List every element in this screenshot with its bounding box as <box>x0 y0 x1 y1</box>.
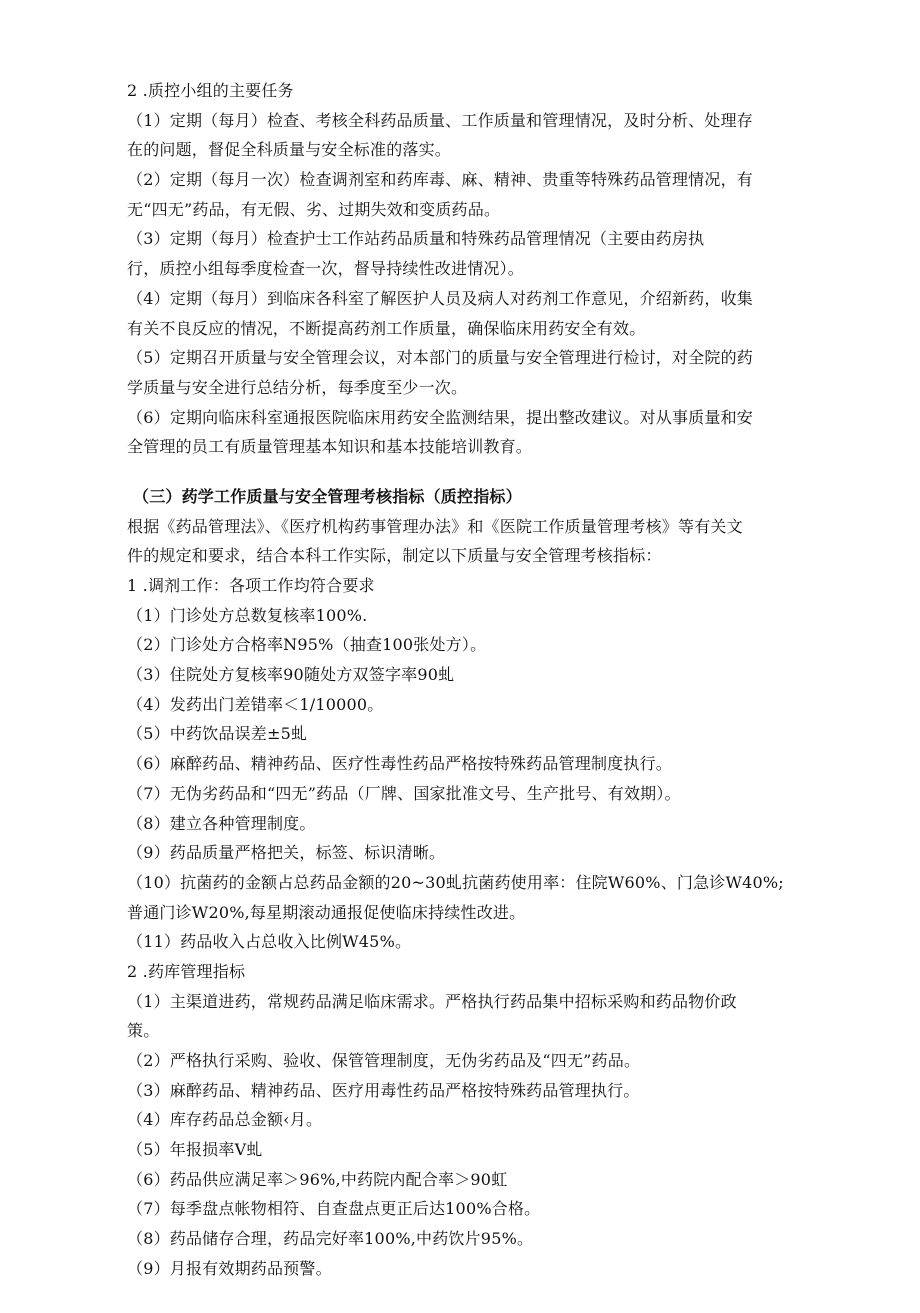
section2-line: 学质量与安全进行总结分析，每季度至少一次。 <box>127 373 792 403</box>
section2-line: （2）定期（每月一次）检查调剂室和药库毒、麻、精神、贵重等特殊药品管理情况，有 <box>127 165 792 195</box>
section2-line: （6）定期向临床科室通报医院临床用药安全监测结果，提出整改建议。对从事质量和安 <box>127 403 792 433</box>
section2-line: 行，质控小组每季度检查一次，督导持续性改进情况）。 <box>127 254 792 284</box>
warehouse-item: 策。 <box>127 1016 792 1046</box>
section2-line: （3）定期（每月）检查护士工作站药品质量和特殊药品管理情况（主要由药房执 <box>127 224 792 254</box>
dispensing-item: （4）发药出门差错率＜1/10000。 <box>127 690 792 720</box>
warehouse-item: （3）麻醉药品、精神药品、医疗用毒性药品严格按特殊药品管理执行。 <box>127 1076 792 1106</box>
warehouse-item: （9）月报有效期药品预警。 <box>127 1254 792 1284</box>
warehouse-item: （2）严格执行采购、验收、保管管理制度，无伪劣药品及“四无”药品。 <box>127 1046 792 1076</box>
dispensing-title: 1 .调剂工作：各项工作均符合要求 <box>127 571 792 601</box>
warehouse-item: （5）年报损率V虬 <box>127 1135 792 1165</box>
dispensing-item: （5）中药饮品误差±5虬 <box>127 719 792 749</box>
dispensing-item: 普通门诊W20%,每星期滚动通报促使临床持续性改进。 <box>127 898 792 928</box>
dispensing-item: （1）门诊处方总数复核率100%. <box>127 601 792 631</box>
dispensing-item: （2）门诊处方合格率N95%（抽查100张处方）。 <box>127 630 792 660</box>
dispensing-item: （9）药品质量严格把关，标签、标识清晰。 <box>127 838 792 868</box>
section2-line: （5）定期召开质量与安全管理会议，对本部门的质量与安全管理进行检讨，对全院的药 <box>127 343 792 373</box>
warehouse-item <box>127 1284 792 1313</box>
section2-line: （4）定期（每月）到临床各科室了解医护人员及病人对药剂工作意见，介绍新药，收集 <box>127 284 792 314</box>
section2-title: 2 .质控小组的主要任务 <box>127 76 792 106</box>
warehouse-item: （1）主渠道进药，常规药品满足临床需求。严格执行药品集中招标采购和药品物价政 <box>127 987 792 1017</box>
section2-line: （1）定期（每月）检查、考核全科药品质量、工作质量和管理情况，及时分析、处理存 <box>127 106 792 136</box>
document-page <box>127 76 792 1313</box>
section2-line: 无“四无”药品，有无假、劣、过期失效和变质药品。 <box>127 195 792 225</box>
section3-heading: （三）药学工作质量与安全管理考核指标（质控指标） <box>133 482 792 512</box>
section3-intro-line: 件的规定和要求，结合本科工作实际，制定以下质量与安全管理考核指标： <box>127 541 792 571</box>
dispensing-item: （11）药品收入占总收入比例W45%。 <box>127 927 792 957</box>
dispensing-item: （7）无伪劣药品和“四无”药品（厂牌、国家批准文号、生产批号、有效期）。 <box>127 779 792 809</box>
warehouse-item: （7）每季盘点帐物相符、自查盘点更正后达100%合格。 <box>127 1194 792 1224</box>
section2-line: 在的问题，督促全科质量与安全标准的落实。 <box>127 135 792 165</box>
warehouse-item: （8）药品储存合理，药品完好率100%,中药饮片95%。 <box>127 1224 792 1254</box>
section2-line: 有关不良反应的情况，不断提高药剂工作质量，确保临床用药安全有效。 <box>127 314 792 344</box>
warehouse-item: （4）库存药品总金额‹月。 <box>127 1105 792 1135</box>
warehouse-item: （6）药品供应满足率＞96%,中药院内配合率＞90虹 <box>127 1165 792 1195</box>
section3-intro-line: 根据《药品管理法》、《医疗机构药事管理办法》和《医院工作质量管理考核》等有关文 <box>127 512 792 542</box>
warehouse-title: 2 .药库管理指标 <box>127 957 792 987</box>
dispensing-item: （3）住院处方复核率90随处方双签字率90虬 <box>127 660 792 690</box>
dispensing-item: （8）建立各种管理制度。 <box>127 809 792 839</box>
dispensing-item: （10）抗菌药的金额占总药品金额的20~30虬抗菌药使用率：住院W60%、门急诊W40%; <box>127 868 792 898</box>
section2-line: 全管理的员工有质量管理基本知识和基本技能培训教育。 <box>127 432 792 462</box>
dispensing-item: （6）麻醉药品、精神药品、医疗性毒性药品严格按特殊药品管理制度执行。 <box>127 749 792 779</box>
